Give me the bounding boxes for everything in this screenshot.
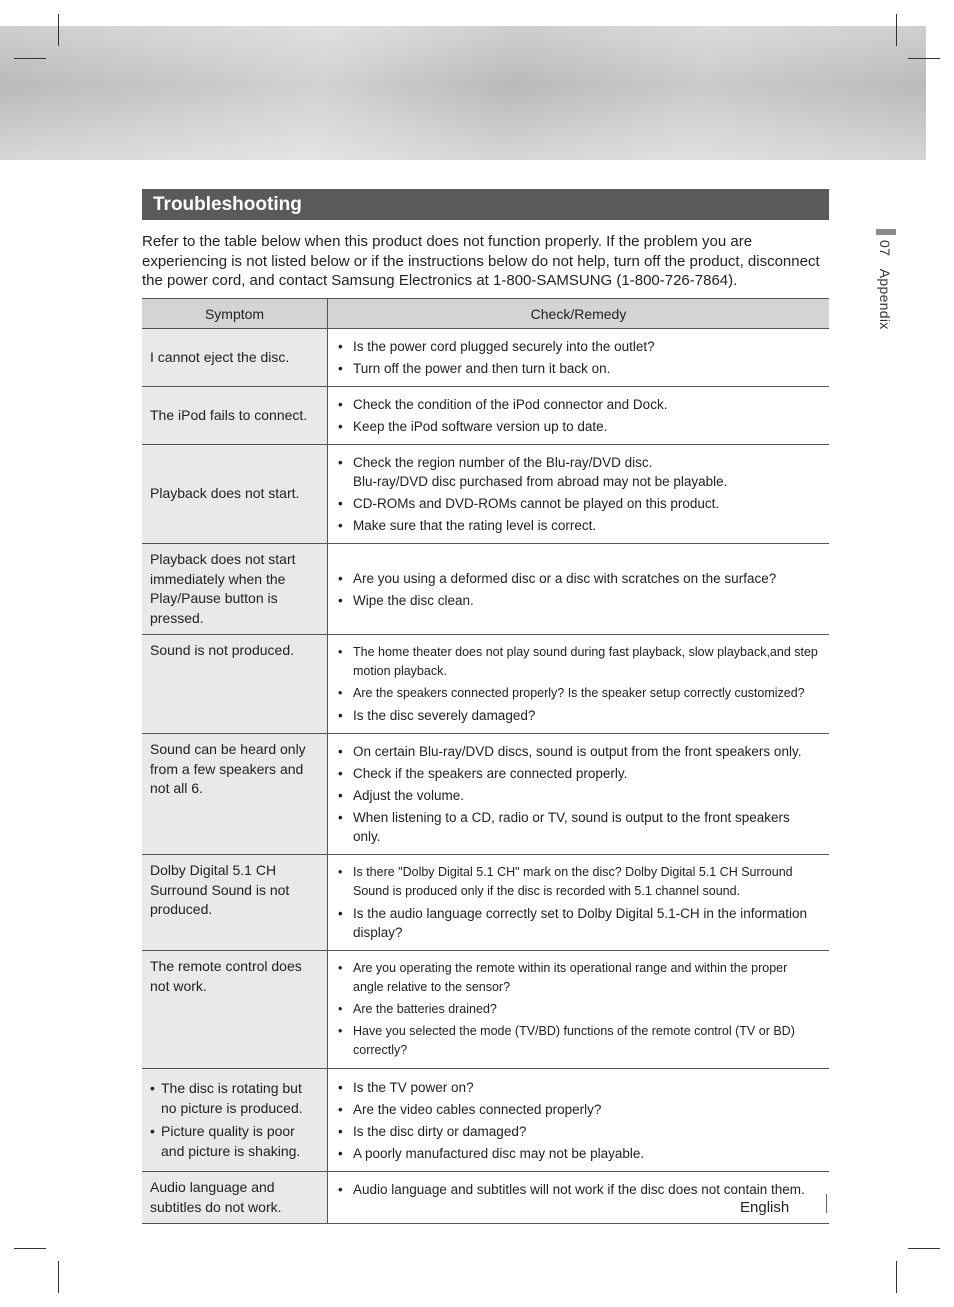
symptom-cell: Audio language and subtitles do not work.: [142, 1172, 328, 1224]
footer-language: English: [740, 1199, 790, 1216]
remedy-item: • Adjust the volume.: [338, 786, 819, 805]
crop-mark: [896, 14, 897, 46]
remedy-cell: [328, 1069, 830, 1172]
remedy-item: • Is the audio language correctly set to Dolby Digital 5.1-CH in the information display?: [338, 904, 819, 942]
remedy-cell: [328, 951, 830, 1069]
remedy-item: • Check the condition of the iPod connector and Dock.: [338, 395, 819, 414]
remedy-item: • The home theater does not play sound during fast playback, slow playback,and step motion playback.: [338, 643, 819, 681]
remedy-item: • Is there "Dolby Digital 5.1 CH" mark on the disc? Dolby Digital 5.1 CH Surround Sound is produced only if the disc is recorded with 5.1 channel sound.: [338, 863, 819, 901]
chapter-number: 07: [877, 240, 893, 257]
remedy-cell: [328, 855, 830, 951]
header-banner: [0, 26, 926, 160]
symptom-item: • Picture quality is poor and picture is shaking.: [150, 1122, 319, 1161]
remedy-item: • Are the video cables connected properly?: [338, 1100, 819, 1119]
symptom-cell: The remote control does not work.: [142, 951, 328, 1069]
column-header-remedy: Check/Remedy: [328, 299, 830, 329]
table-row: [142, 1172, 829, 1224]
remedy-item: • Are you operating the remote within its operational range and within the proper angle relative to the sensor?: [338, 959, 819, 997]
side-tab-marker: [876, 229, 896, 235]
remedy-item: • Are the speakers connected properly? Is the speaker setup correctly customized?: [338, 684, 819, 703]
column-header-symptom: Symptom: [142, 299, 328, 329]
symptom-cell: [142, 1069, 328, 1172]
remedy-item: • Is the disc dirty or damaged?: [338, 1122, 819, 1141]
remedy-item: • Are you using a deformed disc or a disc with scratches on the surface?: [338, 569, 819, 588]
crop-mark: [58, 14, 59, 46]
symptom-cell: I cannot eject the disc.: [142, 329, 328, 387]
remedy-item: • Is the disc severely damaged?: [338, 706, 819, 725]
remedy-item: • Keep the iPod software version up to date.: [338, 417, 819, 436]
table-row: [142, 951, 829, 1069]
remedy-cell: [328, 329, 830, 387]
remedy-item: • Check the region number of the Blu-ray/DVD disc. Blu-ray/DVD disc purchased from abroad may not be playable.: [338, 453, 819, 491]
remedy-item: • Are the batteries drained?: [338, 1000, 819, 1019]
remedy-item: • Is the power cord plugged securely into the outlet?: [338, 337, 819, 356]
section-title: Troubleshooting: [142, 189, 829, 220]
remedy-item: • Check if the speakers are connected properly.: [338, 764, 819, 783]
crop-mark: [58, 1261, 59, 1293]
table-header-row: [142, 299, 829, 329]
chapter-title: Appendix: [877, 268, 893, 330]
crop-mark: [896, 1261, 897, 1293]
crop-mark: [14, 1248, 46, 1249]
table-row: [142, 855, 829, 951]
symptom-cell: Playback does not start immediately when the Play/Pause button is pressed.: [142, 544, 328, 635]
remedy-item: • When listening to a CD, radio or TV, sound is output to the front speakers only.: [338, 808, 819, 846]
troubleshooting-table: [142, 298, 829, 1224]
footer-divider: [826, 1194, 827, 1213]
symptom-cell: Sound is not produced.: [142, 635, 328, 734]
remedy-item: • Have you selected the mode (TV/BD) functions of the remote control (TV or BD) correctly?: [338, 1022, 819, 1060]
table-row: [142, 1069, 829, 1172]
crop-mark: [908, 58, 940, 59]
table-row: [142, 734, 829, 855]
crop-mark: [908, 1248, 940, 1249]
remedy-cell: [328, 445, 830, 544]
symptom-cell: Playback does not start.: [142, 445, 328, 544]
remedy-item: • CD-ROMs and DVD-ROMs cannot be played on this product.: [338, 494, 819, 513]
remedy-cell: [328, 635, 830, 734]
remedy-item: • Turn off the power and then turn it back on.: [338, 359, 819, 378]
remedy-cell: [328, 387, 830, 445]
symptom-cell: Dolby Digital 5.1 CH Surround Sound is not produced.: [142, 855, 328, 951]
remedy-item: • Wipe the disc clean.: [338, 591, 819, 610]
crop-mark: [14, 58, 46, 59]
table-row: [142, 445, 829, 544]
table-row: [142, 329, 829, 387]
remedy-cell: [328, 544, 830, 635]
remedy-item: • On certain Blu-ray/DVD discs, sound is output from the front speakers only.: [338, 742, 819, 761]
intro-paragraph: Refer to the table below when this product does not function properly. If the problem you are experiencing is not listed below or if the instructions below do not help, turn off the product, disconnect the power cord, and contact Samsung Electronics at 1-800-SAMSUNG (1-800-726-7864).: [142, 233, 820, 289]
side-chapter-label: [877, 240, 893, 330]
remedy-cell: [328, 734, 830, 855]
table-row: [142, 387, 829, 445]
remedy-item: • Audio language and subtitles will not work if the disc does not contain them.: [338, 1180, 819, 1199]
table-row: [142, 544, 829, 635]
remedy-item: • A poorly manufactured disc may not be playable.: [338, 1144, 819, 1163]
remedy-item: • Is the TV power on?: [338, 1078, 819, 1097]
table-row: [142, 635, 829, 734]
symptom-item: • The disc is rotating but no picture is produced.: [150, 1079, 319, 1118]
remedy-item: • Make sure that the rating level is correct.: [338, 516, 819, 535]
symptom-cell: The iPod fails to connect.: [142, 387, 328, 445]
symptom-cell: Sound can be heard only from a few speakers and not all 6.: [142, 734, 328, 855]
